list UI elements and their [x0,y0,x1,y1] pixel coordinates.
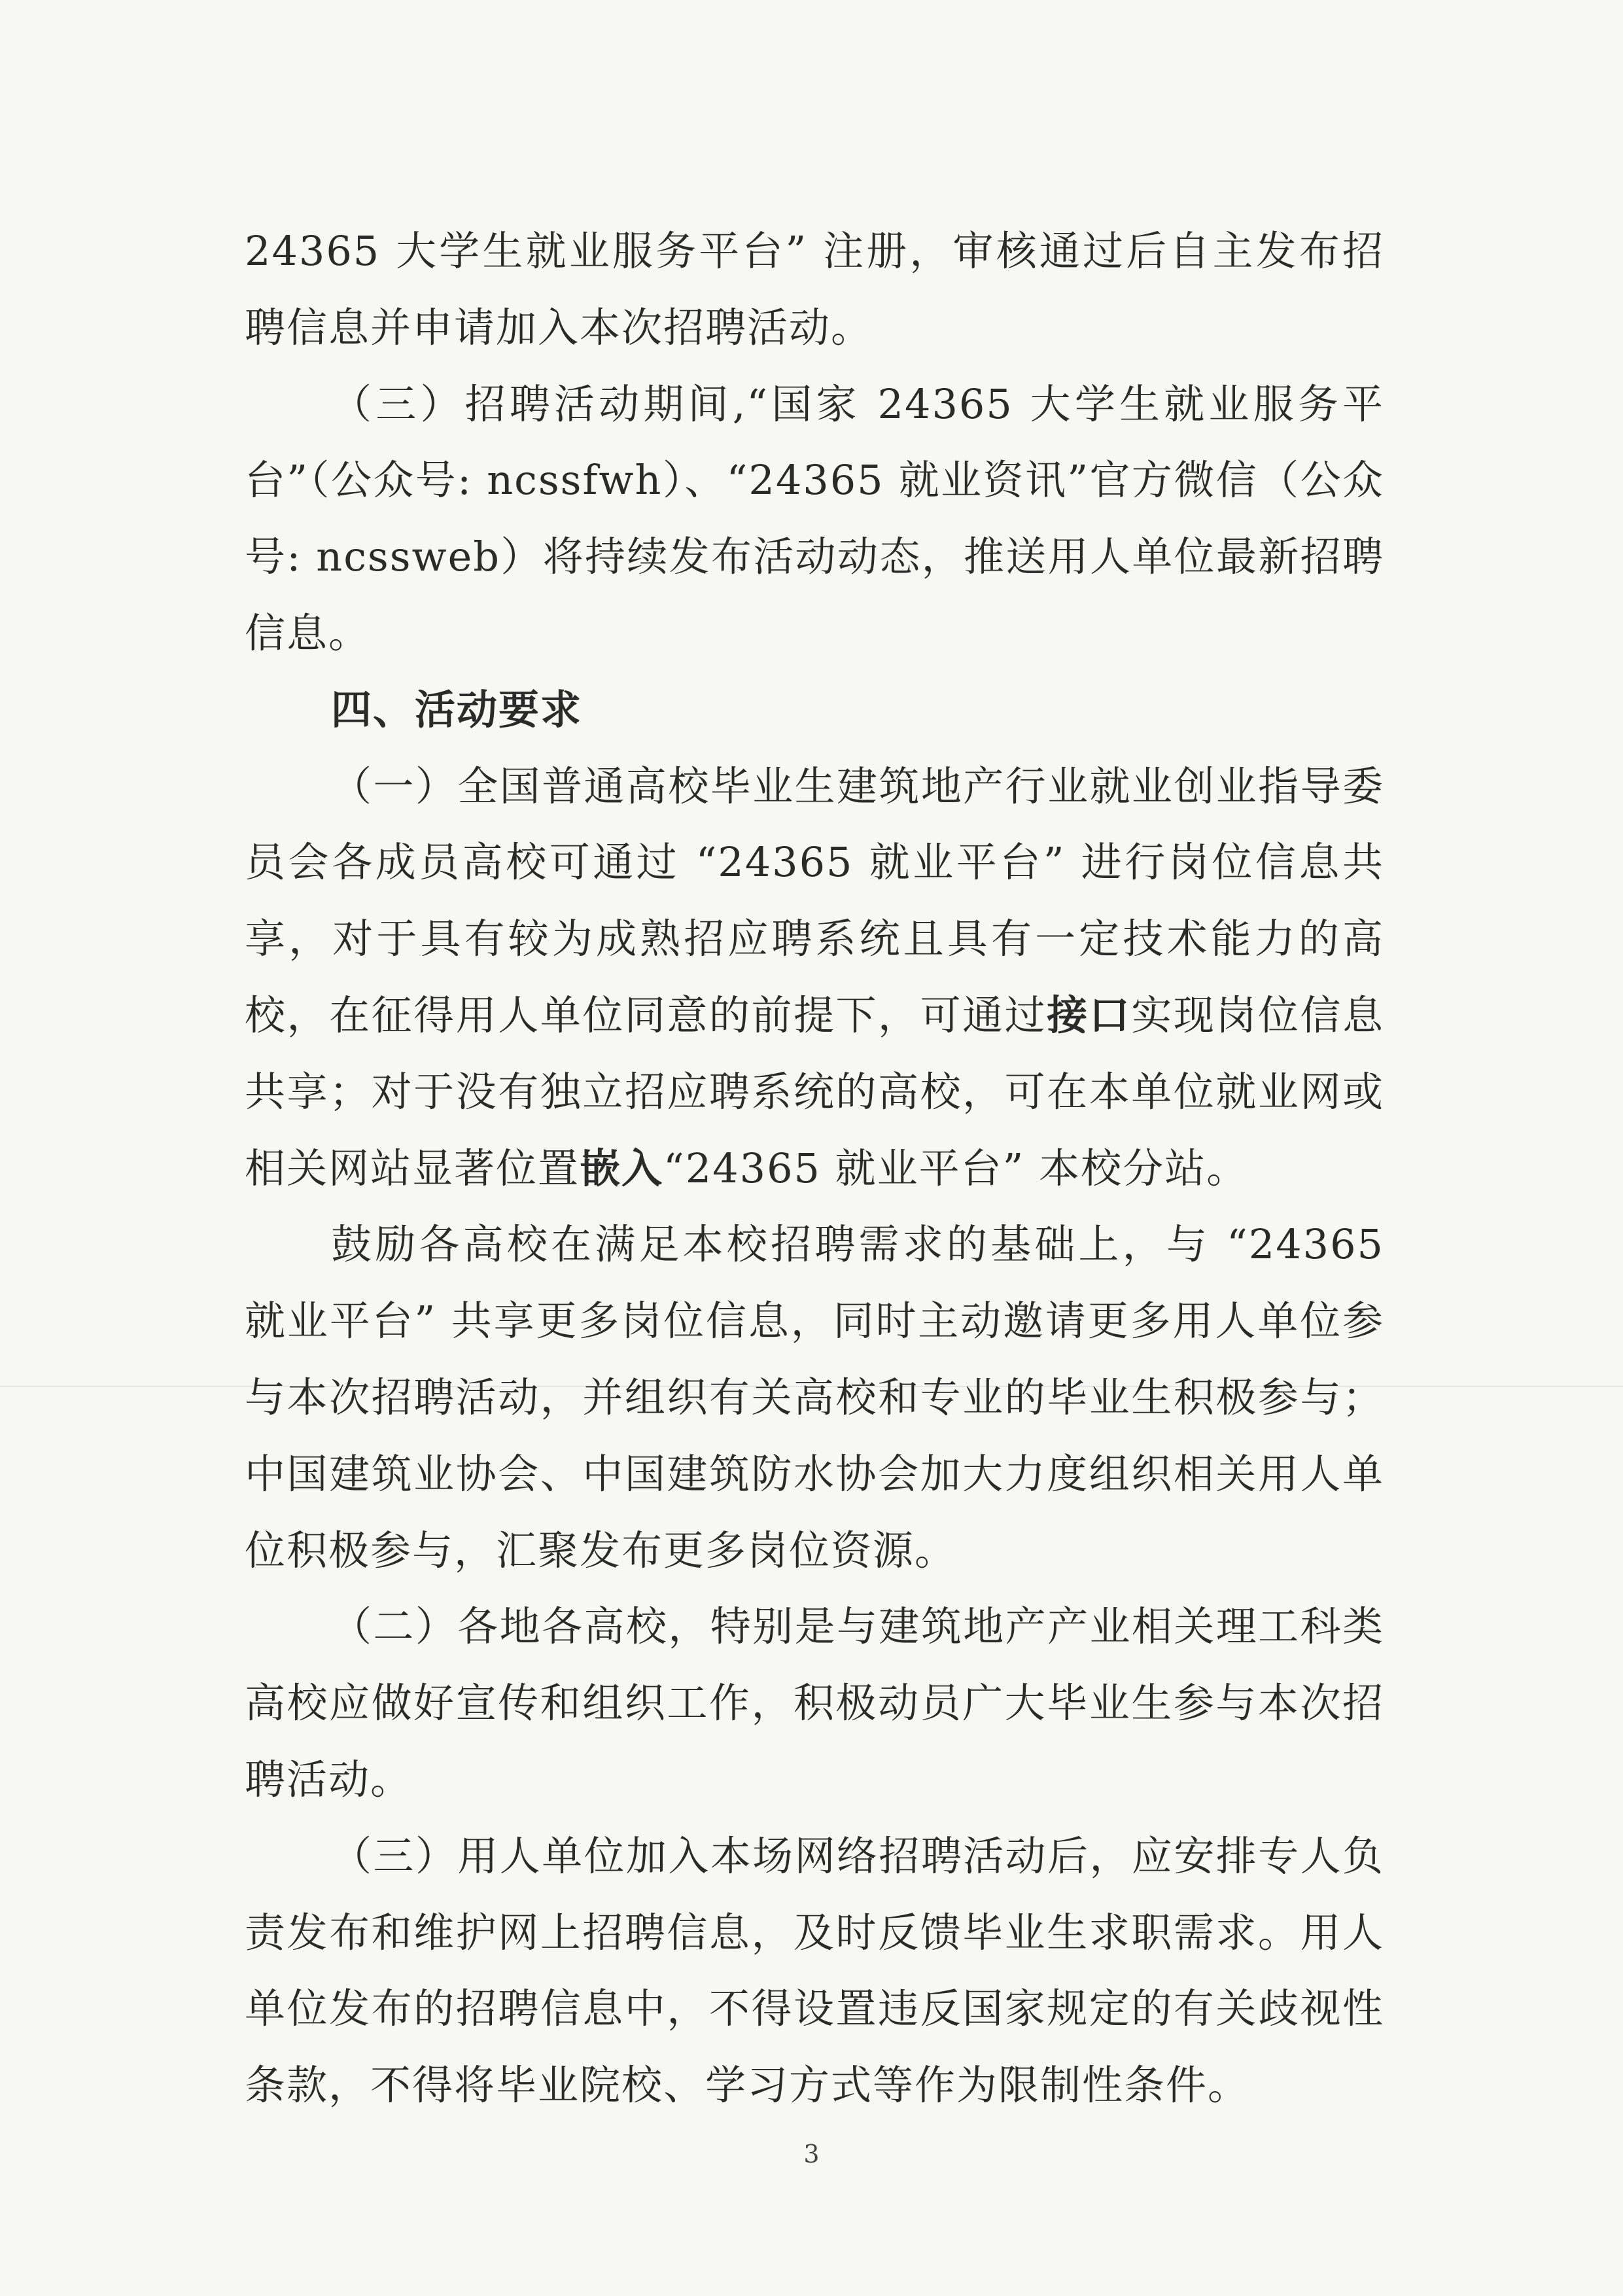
paragraph-recruitment-period [245,366,1384,672]
paragraph-requirement-three [245,1818,1384,2124]
paragraph-text: 鼓励各高校在满足本校招聘需求的基础上，与 “24365 就业平台” 共享更多岗位信息，同时主动邀请更多用人单位参与本次招聘活动，并组织有关高校和专业的毕业生积极参与；中国建筑业协会、中国建筑防水协会加大力度组织相关用人单位积极参与，汇聚发布更多岗位资源。 [245,1220,1384,1574]
emphasis-embed: 嵌入 [580,1144,664,1192]
paragraph-text: “24365 就业平台” 本校分站。 [663,1144,1249,1192]
paragraph-text: 24365 大学生就业服务平台” 注册，审核通过后自主发布招聘信息并申请加入本次招聘活动。 [245,227,1384,351]
document-body [245,213,1384,2124]
section-heading-requirements [245,672,1384,749]
paragraph-encourage [245,1207,1384,1589]
paragraph-requirement-two [245,1589,1384,1818]
paragraph-text: （三）招聘活动期间,“国家 24365 大学生就业服务平台”（公众号: ncssfwh）、“24365 就业资讯”官方微信（公众号: ncssweb）将持续发布活动动态，推送用人单位最新招聘信息。 [245,380,1384,657]
paragraph-text: （二）各地各高校，特别是与建筑地产产业相关理工科类高校应做好宣传和组织工作，积极动员广大毕业生参与本次招聘活动。 [245,1602,1384,1803]
paragraph-text: 实现岗位信息共享；对于没有独立招应聘系统的高校，可在本单位就业网或相关网站显著位置 [245,991,1384,1192]
emphasis-interface: 接口 [1047,991,1132,1039]
paragraph-text: （一）全国普通高校毕业生建筑地产行业就业创业指导委员会各成员高校可通过 “24365 就业平台” 进行岗位信息共享，对于具有较为成熟招应聘系统且具有一定技术能力的高校，在征得用人单位同意的前提下，可通过 [245,762,1384,1039]
paragraph-continuation [245,213,1384,366]
heading-text: 四、活动要求 [331,685,583,733]
paragraph-text: （三）用人单位加入本场网络招聘活动后，应安排专人负责发布和维护网上招聘信息，及时反馈毕业生求职需求。用人单位发布的招聘信息中，不得设置违反国家规定的有关歧视性条款，不得将毕业院校、学习方式等作为限制性条件。 [245,1831,1384,2110]
paragraph-requirement-one [245,749,1384,1207]
page-number: 3 [803,2140,820,2168]
